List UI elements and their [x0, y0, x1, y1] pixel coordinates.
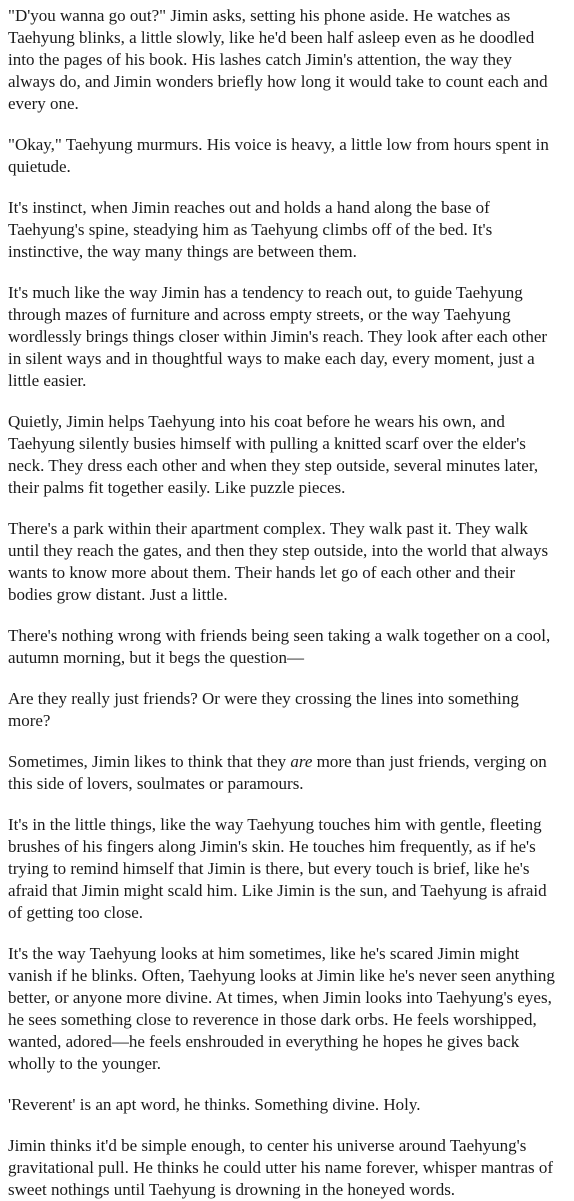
- paragraph-12: 'Reverent' is an apt word, he thinks. Something divine. Holy.: [8, 1095, 421, 1114]
- paragraph-3: It's instinct, when Jimin reaches out and holds a hand along the base of Taehyung's spine, steadying him as Taehyung climbs off of the bed. It's instinctive, the way many things are between them.: [8, 198, 493, 261]
- paragraph-9: [8, 751, 562, 795]
- paragraph-4: It's much like the way Jimin has a tendency to reach out, to guide Taehyung through mazes of furniture and across empty streets, or the way Taehyung wordlessly brings things closer within Jimin's reach. They look after each other in silent ways and in thoughtful ways to make each day, every moment, just a little easier.: [8, 283, 548, 390]
- paragraph-9-emphasis: are: [290, 752, 313, 771]
- paragraph-1: "D'you wanna go out?" Jimin asks, setting his phone aside. He watches as Taehyung blinks, a little slowly, like he'd been half asleep even as he doodled into the pages of his book. His lashes catch Jimin's attention, the way they always do, and Jimin wonders briefly how long it would take to count each and every one.: [8, 6, 548, 113]
- paragraph-8: Are they really just friends? Or were they crossing the lines into something more?: [8, 689, 519, 730]
- paragraph-13: Jimin thinks it'd be simple enough, to center his universe around Taehyung's gravitational pull. He thinks he could utter his name forever, whisper mantras of sweet nothings until Taehyung is drowning in the honeyed words.: [8, 1136, 554, 1199]
- paragraph-10: It's in the little things, like the way Taehyung touches him with gentle, fleeting brushes of his fingers along Jimin's skin. He touches him frequently, as if he's trying to remind himself that Jimin is there, but every touch is brief, like he's afraid that Jimin might scald him. Like Jimin is the sun, and Taehyung is afraid of getting too close.: [8, 815, 547, 922]
- paragraph-5: Quietly, Jimin helps Taehyung into his coat before he wears his own, and Taehyung silently busies himself with pulling a knitted scarf over the elder's neck. They dress each other and when they step outside, several minutes later, their palms fit together easily. Like puzzle pieces.: [8, 412, 539, 497]
- paragraph-7: There's nothing wrong with friends being seen taking a walk together on a cool, autumn morning, but it begs the question—: [8, 626, 551, 667]
- paragraph-9-after: more than just friends, verging on this side of lovers, soulmates or paramours.: [8, 752, 547, 793]
- paragraph-2: "Okay," Taehyung murmurs. His voice is heavy, a little low from hours spent in quietude.: [8, 135, 549, 176]
- paragraph-9-before: Sometimes, Jimin likes to think that they: [8, 752, 291, 771]
- paragraph-11: It's the way Taehyung looks at him sometimes, like he's scared Jimin might vanish if he blinks. Often, Taehyung looks at Jimin like he's never seen anything better, or anyone more divine. At times, when Jimin looks into Taehyung's eyes, he sees something close to reverence in those dark orbs. He feels worshipped, wanted, adored—he feels enshrouded in everything he hopes he gives back wholly to the younger.: [8, 944, 555, 1073]
- paragraph-6: There's a park within their apartment complex. They walk past it. They walk until they reach the gates, and then they step outside, into the world that always wants to know more about them. Their hands let go of each other and their bodies grow distant. Just a little.: [8, 519, 549, 604]
